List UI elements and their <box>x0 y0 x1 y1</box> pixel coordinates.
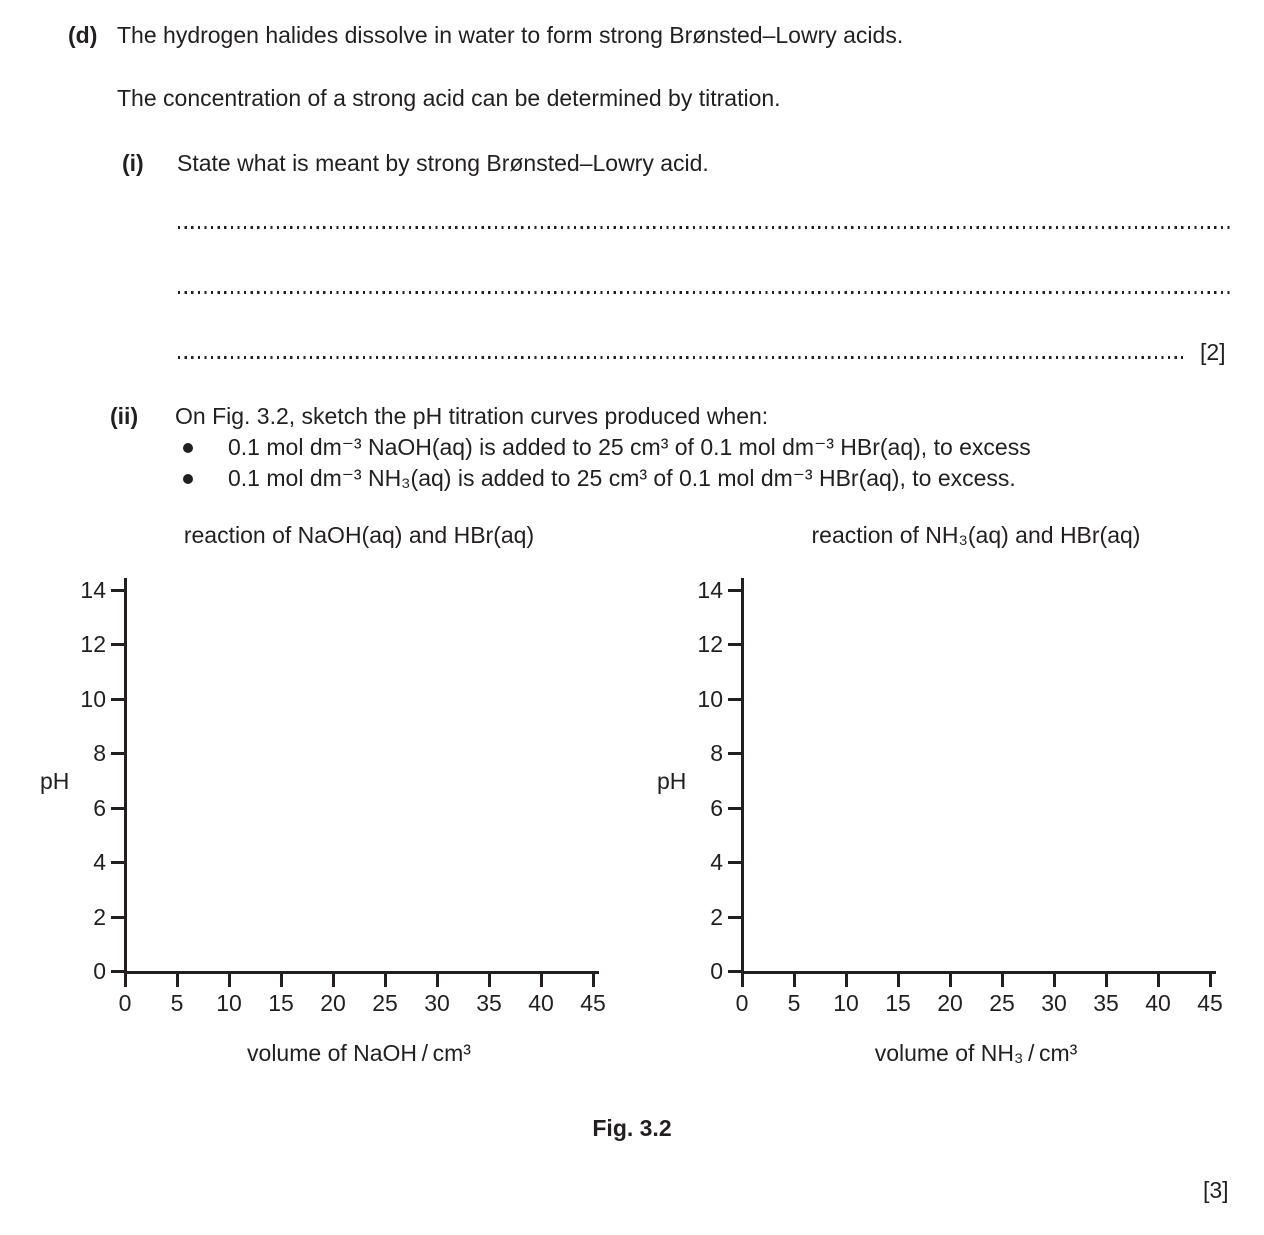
y-tick <box>111 752 125 755</box>
y-axis-label: pH <box>657 768 687 794</box>
answer-line[interactable] <box>178 226 1230 229</box>
marks-badge-part-ii: [3] <box>1203 1177 1229 1203</box>
part-i-prompt: State what is meant by strong Brønsted–Lowry acid. <box>177 150 709 176</box>
x-tick <box>488 972 491 987</box>
y-tick-label: 4 <box>710 849 723 875</box>
part-d-intro-text: The concentration of a strong acid can be determined by titration. <box>117 85 781 111</box>
x-tick-label: 30 <box>1041 990 1067 1016</box>
bullet-item-naoh: 0.1 mol dm⁻³ NaOH(aq) is added to 25 cm³ of 0.1 mol dm⁻³ HBr(aq), to excess <box>228 434 1031 460</box>
x-tick-label: 40 <box>1145 990 1171 1016</box>
y-tick-label: 14 <box>80 577 106 603</box>
y-axis-label: pH <box>40 768 70 794</box>
x-tick <box>949 972 952 987</box>
y-tick <box>111 916 125 919</box>
y-tick-label: 6 <box>710 795 723 821</box>
x-tick <box>592 972 595 987</box>
plot-area[interactable] <box>127 578 595 971</box>
x-tick-label: 25 <box>372 990 398 1016</box>
x-tick-label: 10 <box>833 990 859 1016</box>
titration-graph-nh3 <box>657 520 1237 1092</box>
figure-caption: Fig. 3.2 <box>592 1115 672 1141</box>
titration-graph-naoh <box>40 520 620 1092</box>
y-tick-label: 8 <box>93 740 106 766</box>
x-tick-label: 0 <box>118 990 132 1016</box>
part-ii-prompt: On Fig. 3.2, sketch the pH titration curves produced when: <box>175 403 769 429</box>
x-tick <box>332 972 335 987</box>
y-tick <box>111 589 125 592</box>
x-axis-label: volume of NH₃ / cm³ <box>874 1040 1078 1066</box>
x-axis-line <box>124 971 599 974</box>
x-tick-label: 15 <box>268 990 294 1016</box>
y-tick <box>728 807 742 810</box>
x-tick-label: 15 <box>885 990 911 1016</box>
x-tick-label: 35 <box>476 990 502 1016</box>
x-tick <box>793 972 796 987</box>
x-tick <box>384 972 387 987</box>
y-tick <box>111 698 125 701</box>
x-tick <box>436 972 439 987</box>
part-d-text: The hydrogen halides dissolve in water to form strong Brønsted–Lowry acids. <box>117 22 904 48</box>
x-tick <box>176 972 179 987</box>
part-d-label: (d) <box>68 22 98 48</box>
x-tick <box>1105 972 1108 987</box>
x-tick-label: 45 <box>580 990 606 1016</box>
bullet-icon <box>183 443 193 453</box>
y-tick <box>728 970 742 973</box>
y-tick-label: 8 <box>710 740 723 766</box>
y-tick <box>728 916 742 919</box>
plot-area[interactable] <box>744 578 1212 971</box>
answer-line[interactable] <box>178 356 1183 359</box>
y-tick <box>111 807 125 810</box>
answer-line[interactable] <box>178 291 1230 294</box>
y-tick <box>728 752 742 755</box>
y-tick <box>728 643 742 646</box>
y-tick-label: 14 <box>697 577 723 603</box>
y-tick-label: 4 <box>93 849 106 875</box>
x-tick-label: 25 <box>989 990 1015 1016</box>
y-tick-label: 10 <box>697 686 723 712</box>
y-tick <box>728 861 742 864</box>
marks-badge-part-i: [2] <box>1200 339 1226 365</box>
y-tick-label: 0 <box>710 958 723 984</box>
graph-title: reaction of NaOH(aq) and HBr(aq) <box>183 522 535 548</box>
y-tick <box>728 698 742 701</box>
y-tick-label: 12 <box>697 631 723 657</box>
x-tick-label: 0 <box>735 990 749 1016</box>
x-tick-label: 45 <box>1197 990 1223 1016</box>
y-tick-label: 0 <box>93 958 106 984</box>
x-tick <box>540 972 543 987</box>
y-tick-label: 12 <box>80 631 106 657</box>
x-tick-label: 20 <box>320 990 346 1016</box>
x-tick <box>1157 972 1160 987</box>
y-tick <box>728 589 742 592</box>
bullet-icon <box>183 474 193 484</box>
x-tick-label: 30 <box>424 990 450 1016</box>
x-tick <box>1001 972 1004 987</box>
x-tick <box>741 972 744 987</box>
x-tick-label: 10 <box>216 990 242 1016</box>
y-tick-label: 10 <box>80 686 106 712</box>
y-tick <box>111 643 125 646</box>
x-tick-label: 35 <box>1093 990 1119 1016</box>
part-ii-label: (ii) <box>110 403 139 429</box>
x-axis-line <box>741 971 1216 974</box>
y-tick-label: 6 <box>93 795 106 821</box>
x-tick <box>1053 972 1056 987</box>
y-tick-label: 2 <box>710 904 723 930</box>
x-tick <box>845 972 848 987</box>
x-tick <box>280 972 283 987</box>
y-tick <box>111 970 125 973</box>
x-tick <box>124 972 127 987</box>
bullet-item-nh3: 0.1 mol dm⁻³ NH₃(aq) is added to 25 cm³ of 0.1 mol dm⁻³ HBr(aq), to excess. <box>228 465 1016 491</box>
x-tick <box>897 972 900 987</box>
x-tick <box>1209 972 1212 987</box>
y-tick-label: 2 <box>93 904 106 930</box>
x-axis-label: volume of NaOH / cm³ <box>247 1040 471 1066</box>
x-tick-label: 20 <box>937 990 963 1016</box>
x-tick <box>228 972 231 987</box>
part-i-label: (i) <box>122 150 144 176</box>
y-tick <box>111 861 125 864</box>
x-tick-label: 40 <box>528 990 554 1016</box>
graph-title: reaction of NH₃(aq) and HBr(aq) <box>811 522 1141 548</box>
x-tick-label: 5 <box>787 990 801 1016</box>
x-tick-label: 5 <box>170 990 184 1016</box>
